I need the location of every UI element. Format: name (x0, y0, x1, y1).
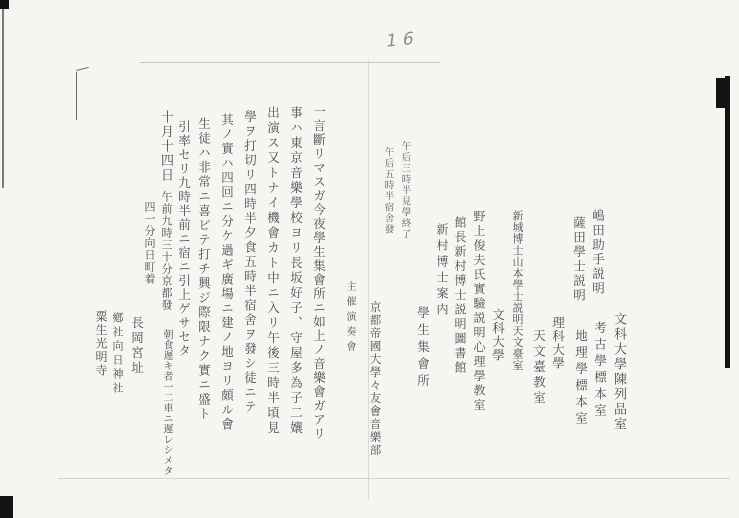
handwritten-column-place: 長岡宮址 (129, 316, 145, 376)
scan-edge-mark-left (2, 8, 4, 188)
handwritten-column-place: 文科大學 (490, 308, 506, 362)
handwritten-column-place: 地理學標本室 (573, 329, 589, 428)
page-bottom-edge-line (58, 478, 730, 479)
handwritten-column-time: 四一分向日町着 (143, 201, 156, 285)
handwritten-column-time-note: 午后三時半見學終了 (399, 141, 411, 240)
handwritten-column-note: 朝食遲キ者一二車ニ遲レシメタ (161, 329, 172, 476)
handwritten-column-date: 十月十四日 (158, 110, 173, 183)
handwritten-column-body: 學ヲ打切リ四時半夕食五時半宿舍ヲ發シ徒ニテ (242, 110, 258, 415)
scan-corner-mark-bottom-left (0, 496, 13, 518)
handwritten-column-place: 理科大學 (550, 316, 566, 370)
handwritten-column-place: 粟生光明寺 (94, 310, 108, 378)
handwritten-column-body: 生徒ハ非常ニ喜ビテ打チ興ジ際限ナク實ニ盛ト (196, 117, 212, 422)
page-crease-line-hook (76, 67, 89, 71)
handwritten-column-body: 其ノ實ハ四回ニ分ケ過ギ廣場ニ建ノ地ヨリ頗ル會 (219, 113, 235, 432)
handwritten-column-body: 引率セリ九時半前ニ宿ニ引上ゲサセタ (176, 120, 192, 358)
handwritten-column-body: 一言斷リマスガ今夜學生集會所ニ如上ノ音樂會ガアリ (311, 105, 327, 441)
handwritten-column-guide: 新村博士案内 (435, 223, 449, 319)
handwritten-column-guide: 新城博士山本學士説明天文臺室 (511, 210, 524, 371)
handwritten-column-organization: 京都帝國大學々友會音樂部 (368, 301, 383, 457)
handwritten-column-body: 事ハ東京音樂學校ヨリ長坂好子、守屋多為子二孃 (288, 106, 304, 436)
page-top-edge-line (140, 62, 440, 63)
handwritten-column-guide: 館長新村博士説明圖書館 (453, 216, 467, 376)
handwritten-column-place: 鄕社向日神社 (111, 312, 124, 396)
pencil-page-number: 16 (384, 28, 421, 52)
handwritten-column-guide: 嶋田助手説明 (590, 209, 606, 296)
handwritten-column-place: 天文臺教室 (531, 329, 547, 407)
handwritten-column-annotation: 主催演奏會 (344, 281, 355, 356)
page-crease-line-vertical (76, 72, 77, 120)
handwritten-column-time: 午前九時三十分京都發 (160, 191, 173, 311)
handwritten-column-place: 學生集會所 (415, 306, 431, 391)
scan-edge-blob-top-right (716, 78, 726, 108)
handwritten-column-time-note: 午后五時半宿舍發 (382, 147, 394, 235)
scan-edge-mark-right (725, 76, 730, 368)
handwritten-column-place: 考古學標本室 (592, 321, 608, 420)
handwritten-column-body: 出演ス又トナイ機會カト中ニ入リ午後三時半頃見 (265, 106, 281, 436)
handwritten-column-guide: 野上俊夫氏實驗説明心理學教室 (472, 210, 486, 413)
handwritten-column-guide: 薩田學士説明 (571, 216, 587, 303)
handwritten-column-place: 文科大學陳列品室 (611, 312, 626, 432)
